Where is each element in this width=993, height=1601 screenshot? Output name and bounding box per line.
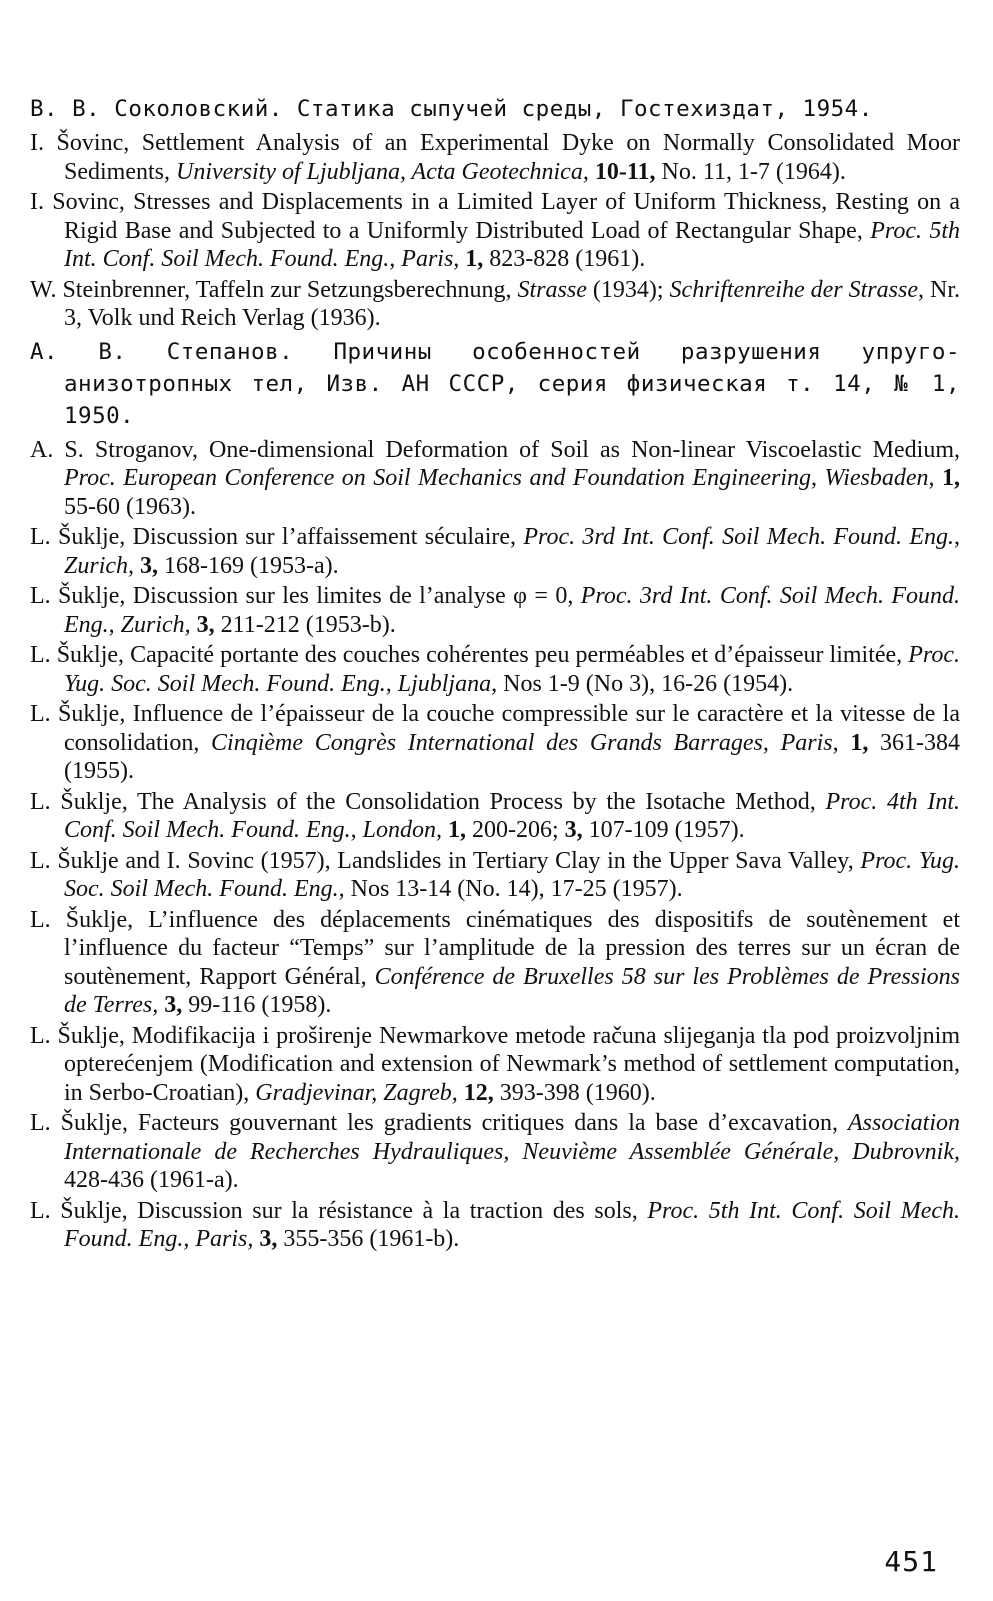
reference-volume: 3, [196, 611, 215, 638]
reference-italic-text: Schriftenreihe der Strasse, [669, 276, 924, 303]
reference-text: I. Šovinc, Settlement Analysis of an Experimental Dyke on Normally Consolidated Moor Sediments, [30, 130, 960, 185]
reference-text: 361-384 (1955). [64, 729, 961, 784]
reference-text: L. Šuklje, Modifikacija i proširenje Newmarkove metode računa slijeganja tla pod proizvoljnim opterećenjem (Modification and extension of Newmark’s method of settlement computation, in Serbo-Croatian), [30, 1022, 960, 1106]
reference-entry [30, 1109, 960, 1195]
reference-italic-text: Proc. 3rd Int. Conf. Soil Mech. Found. Eng., Zurich, [64, 524, 961, 579]
reference-italic-text: Proc. 5th Int. Conf. Soil Mech. Found. Eng., Paris, [64, 217, 960, 272]
reference-text: 355-356 (1961-b). [277, 1226, 460, 1252]
reference-volume: 1, [942, 465, 960, 491]
reference-volume: 3, [164, 992, 183, 1018]
reference-entry [30, 188, 960, 274]
reference-italic-text: Proc. Yug. Soc. Soil Mech. Found. Eng., [64, 847, 960, 902]
reference-text [839, 730, 851, 756]
reference-text: A. S. Stroganov, One-dimensional Deformation of Soil as Non-linear Viscoelastic Medium, [30, 436, 960, 463]
reference-entry [30, 847, 960, 904]
reference-volume: 12, [463, 1079, 494, 1106]
reference-text: 107-109 (1957). [582, 817, 745, 843]
reference-text: No. 11, 1-7 (1964). [655, 158, 846, 185]
reference-entry [30, 129, 960, 186]
reference-entry [30, 906, 960, 1020]
reference-text: W. Steinbrenner, Taffeln zur Setzungsberechnung, [30, 276, 518, 303]
reference-text: L. Šuklje, Discussion sur les limites de l’analyse φ = 0, [30, 583, 581, 609]
reference-text: Nos 1-9 (No 3), 16-26 (1954). [497, 670, 794, 697]
reference-volume: 1, [465, 246, 484, 272]
reference-italic-text: Gradjevinar, Zagreb, [255, 1079, 458, 1106]
reference-text: Nos 13-14 (No. 14), 17-25 (1957). [344, 876, 683, 902]
page-number: 451 [884, 1545, 938, 1578]
reference-text: А. В. Степанов. Причины особенностей разрушения упруго-анизотропных тел, Изв. АН СССР, серия физическая т. 14, № 1, 1950. [30, 338, 960, 429]
reference-entry [30, 700, 960, 786]
reference-text: L. Šuklje, The Analysis of the Consolidation Process by the Isotache Method, [30, 788, 826, 815]
reference-text: 428-436 (1961-a). [64, 1167, 239, 1193]
reference-entry [30, 436, 960, 522]
reference-entry [30, 1197, 960, 1254]
reference-text: L. Šuklje, L’influence des déplacements cinématiques des dispositifs de soutènement et l’influence du facteur “Temps” sur l’amplitude de la pression des terres sur un écran de soutènement, Rapport Général, [30, 906, 960, 990]
reference-entry [30, 788, 960, 845]
reference-text: 211-212 (1953-b). [214, 611, 396, 638]
reference-list [30, 90, 960, 1256]
reference-entry [30, 523, 960, 580]
reference-italic-text: University of Ljubljana, Acta Geotechnica, [176, 158, 589, 185]
reference-entry [30, 582, 960, 639]
reference-text: I. Sovinc, Stresses and Displacements in a Limited Layer of Uniform Thickness, Resting on a Rigid Base and Subjected to a Uniformly Distributed Load of Rectangular Shape, [30, 189, 960, 244]
reference-text [935, 465, 942, 491]
reference-entry [30, 276, 960, 333]
reference-volume: 3, [564, 817, 583, 843]
reference-italic-text: Association Internationale de Recherches Hydrauliques, Neuvième Assemblée Générale, Dubrovnik, [64, 1110, 960, 1165]
reference-italic-text: Proc. European Conference on Soil Mechanics and Foundation Engineering, Wiesbaden, [64, 465, 935, 491]
reference-text: L. Šuklje, Discussion sur l’affaissement séculaire, [30, 524, 524, 550]
reference-volume: 10-11, [594, 158, 656, 185]
reference-volume: 3, [259, 1226, 278, 1252]
reference-italic-text: Proc. 4th Int. Conf. Soil Mech. Found. Eng., London, [64, 788, 961, 843]
reference-entry [30, 641, 960, 698]
reference-italic-text: Conférence de Bruxelles 58 sur les Problèmes de Pressions de Terres, [64, 963, 961, 1018]
reference-italic-text: Cinqième Congrès International des Grands Barrages, Paris, [211, 729, 839, 756]
reference-italic-text: Proc. Yug. Soc. Soil Mech. Found. Eng., Ljubljana, [64, 642, 960, 697]
reference-text: Nr. 3, Volk und Reich Verlag (1936). [64, 276, 960, 331]
reference-volume: 3, [140, 552, 159, 579]
reference-text: 823-828 (1961). [483, 246, 646, 272]
reference-text: В. В. Соколовский. Статика сыпучей среды, Гостехиздат, 1954. [30, 96, 873, 122]
reference-entry [30, 1022, 960, 1108]
reference-text: L. Šuklje, Capacité portante des couches cohérentes peu perméables et d’épaisseur limitée, [30, 642, 909, 668]
reference-text: 200-206; [465, 817, 565, 843]
reference-text: 55-60 (1963). [64, 493, 196, 520]
reference-text: L. Šuklje, Facteurs gouvernant les gradients critiques dans la base d’excavation, [30, 1110, 848, 1136]
reference-text: L. Šuklje, Discussion sur la résistance à la traction des sols, [30, 1197, 648, 1224]
reference-text: 393-398 (1960). [493, 1079, 656, 1106]
reference-entry [30, 336, 960, 432]
reference-italic-text: Proc. 3rd Int. Conf. Soil Mech. Found. Eng., Zurich, [64, 583, 960, 638]
reference-text: L. Šuklje and I. Sovinc (1957), Landslides in Tertiary Clay in the Upper Sava Valley, [30, 847, 861, 874]
reference-entry [30, 93, 960, 125]
reference-text: L. Šuklje, Influence de l’épaisseur de la couche compressible sur le caractère et la vitesse de la consolidation, [30, 701, 960, 756]
reference-volume: 1, [850, 729, 869, 756]
reference-italic-text: Strasse [517, 276, 587, 303]
reference-text: (1934); [586, 276, 670, 303]
reference-italic-text: Proc. 5th Int. Conf. Soil Mech. Found. Eng., Paris, [64, 1197, 960, 1252]
reference-volume: 1, [447, 817, 466, 843]
reference-text: 168-169 (1953-a). [158, 552, 339, 579]
reference-text: 99-116 (1958). [182, 992, 332, 1018]
